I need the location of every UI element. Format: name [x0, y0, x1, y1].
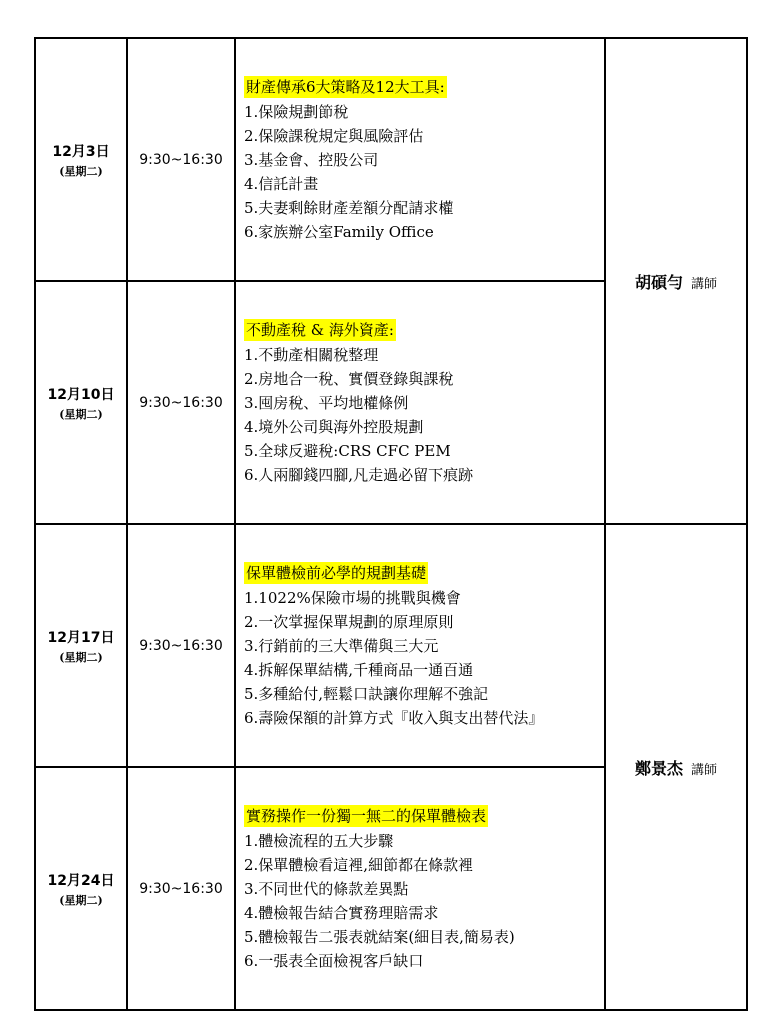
- session-time: 9:30~16:30: [127, 38, 235, 281]
- topic-item: 5.多種給付,輕鬆口訣讓你理解不強記: [244, 684, 489, 703]
- topic-item: 6.一張表全面檢視客戶缺口: [244, 951, 424, 970]
- topic-item: 3.不同世代的條款差異點: [244, 879, 409, 898]
- date-cell: [35, 281, 127, 524]
- session-weekday: (星期二): [59, 650, 103, 664]
- instructor-cell: [605, 524, 747, 1010]
- topic-item: 3.基金會、控股公司: [244, 150, 379, 169]
- topic-title: 財產傳承6大策略及12大工具:: [246, 77, 445, 96]
- topic-cell: [235, 767, 605, 1010]
- topic-item: 3.行銷前的三大準備與三大元: [244, 636, 439, 655]
- topic-item: 1.1022%保險市場的挑戰與機會: [244, 588, 461, 607]
- topic-item: 5.全球反避稅:CRS CFC PEM: [244, 441, 451, 460]
- session-date: 12月24日: [47, 872, 115, 889]
- topic-item: 5.夫妻剩餘財產差額分配請求權: [244, 198, 454, 217]
- topic-item: 4.拆解保單結構,千種商品一通百通: [244, 660, 474, 679]
- topic-title: 保單體檢前必學的規劃基礎: [246, 563, 427, 582]
- schedule-row: [35, 38, 747, 281]
- schedule-row: [35, 524, 747, 767]
- session-weekday: (星期二): [59, 893, 103, 907]
- topic-item: 4.信託計畫: [244, 174, 319, 193]
- session-date: 12月10日: [47, 386, 115, 403]
- session-time: 9:30~16:30: [127, 524, 235, 767]
- topic-title: 實務操作一份獨一無二的保單體檢表: [246, 806, 487, 825]
- instructor-title: 講師: [691, 762, 718, 778]
- date-cell: [35, 767, 127, 1010]
- topic-item: 6.家族辦公室Family Office: [244, 222, 434, 241]
- session-time: 9:30~16:30: [127, 767, 235, 1010]
- topic-item: 6.人兩腳錢四腳,凡走過必留下痕跡: [244, 465, 474, 484]
- topic-item: 6.壽險保額的計算方式『收入與支出替代法』: [244, 708, 544, 727]
- topic-item: 2.保單體檢看這裡,細節都在條款裡: [244, 855, 474, 874]
- date-cell: [35, 38, 127, 281]
- topic-item: 4.體檢報告結合實務理賠需求: [244, 903, 439, 922]
- topic-item: 2.一次掌握保單規劃的原理原則: [244, 612, 454, 631]
- topic-item: 2.房地合一稅、實價登錄與課稅: [244, 369, 454, 388]
- topic-cell: [235, 524, 605, 767]
- session-weekday: (星期二): [59, 407, 103, 421]
- topic-item: 3.囤房稅、平均地權條例: [244, 393, 409, 412]
- topic-item: 1.不動產相關稅整理: [244, 345, 379, 364]
- topic-cell: [235, 38, 605, 281]
- topic-item: 1.體檢流程的五大步驟: [244, 831, 394, 850]
- instructor-title: 講師: [691, 276, 718, 292]
- topic-item: 4.境外公司與海外控股規劃: [244, 417, 424, 436]
- session-time: 9:30~16:30: [127, 281, 235, 524]
- topic-cell: [235, 281, 605, 524]
- topic-item: 2.保險課稅規定與風險評估: [244, 126, 424, 145]
- instructor-name: 鄭景杰: [634, 758, 683, 778]
- session-date: 12月17日: [47, 629, 115, 646]
- instructor-cell: [605, 38, 747, 524]
- topic-item: 1.保險規劃節稅: [244, 102, 349, 121]
- topic-title: 不動產稅 & 海外資產:: [246, 320, 394, 339]
- session-date: 12月3日: [52, 143, 110, 160]
- date-cell: [35, 524, 127, 767]
- schedule-table: [34, 37, 748, 1011]
- instructor-name: 胡碩勻: [634, 272, 683, 292]
- session-weekday: (星期二): [59, 164, 103, 178]
- topic-item: 5.體檢報告二張表就結案(細目表,簡易表): [244, 927, 515, 946]
